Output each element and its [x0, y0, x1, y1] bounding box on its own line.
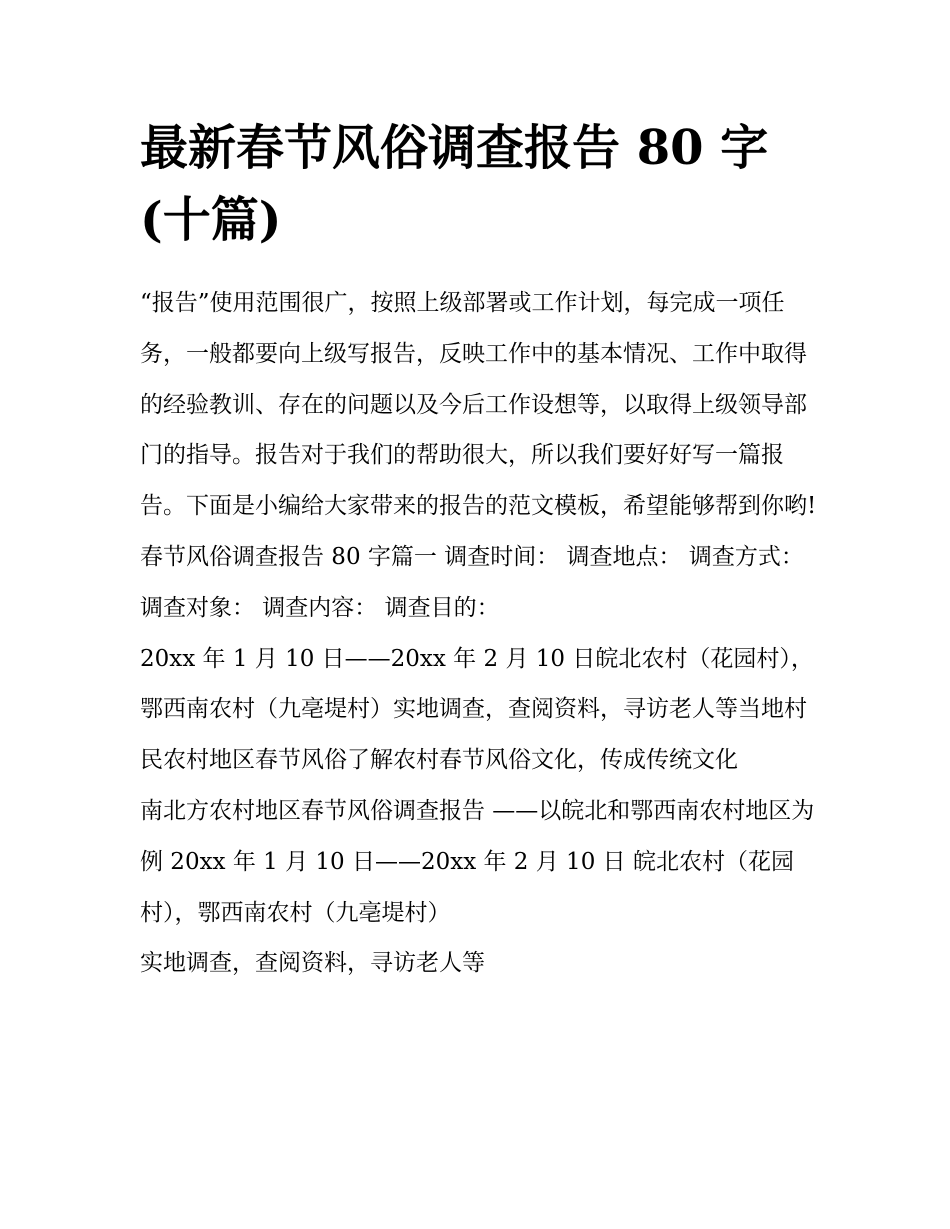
document-title	[140, 112, 820, 256]
document-content	[140, 112, 820, 989]
title-line-1: 最新春节风俗调查报告 80 字	[140, 120, 769, 176]
survey-fields-paragraph: 春节风俗调查报告 80 字篇一 调查时间： 调查地点： 调查方式： 调查对象： 调查内容： 调查目的：	[140, 543, 804, 621]
intro-paragraph: “报告”使用范围很广，按照上级部署或工作计划，每完成一项任务，一般都要向上级写报告，反映工作中的基本情况、工作中取得的经验教训、存在的问题以及今后工作设想等，以取得上级领导部门的指导。报告对于我们的帮助很大，所以我们要好好写一篇报告。下面是小编给大家带来的报告的范文模板，希望能够帮到你哟!	[140, 290, 817, 520]
survey-details-paragraph: 20xx 年 1 月 10 日——20xx 年 2 月 10 日皖北农村（花园村），鄂西南农村（九亳堤村）实地调查，查阅资料，寻访老人等当地村民农村地区春节风俗了解农村春节风俗文化，传成传统文化	[140, 645, 814, 774]
report-subtitle-paragraph: 南北方农村地区春节风俗调查报告 ——以皖北和鄂西南农村地区为例 20xx 年 1 月 10 日——20xx 年 2 月 10 日 皖北农村（花园村），鄂西南农村（九亳堤村）	[140, 797, 815, 926]
method-paragraph: 实地调查，查阅资料，寻访老人等	[140, 950, 485, 977]
title-line-2: (十篇)	[140, 192, 282, 248]
